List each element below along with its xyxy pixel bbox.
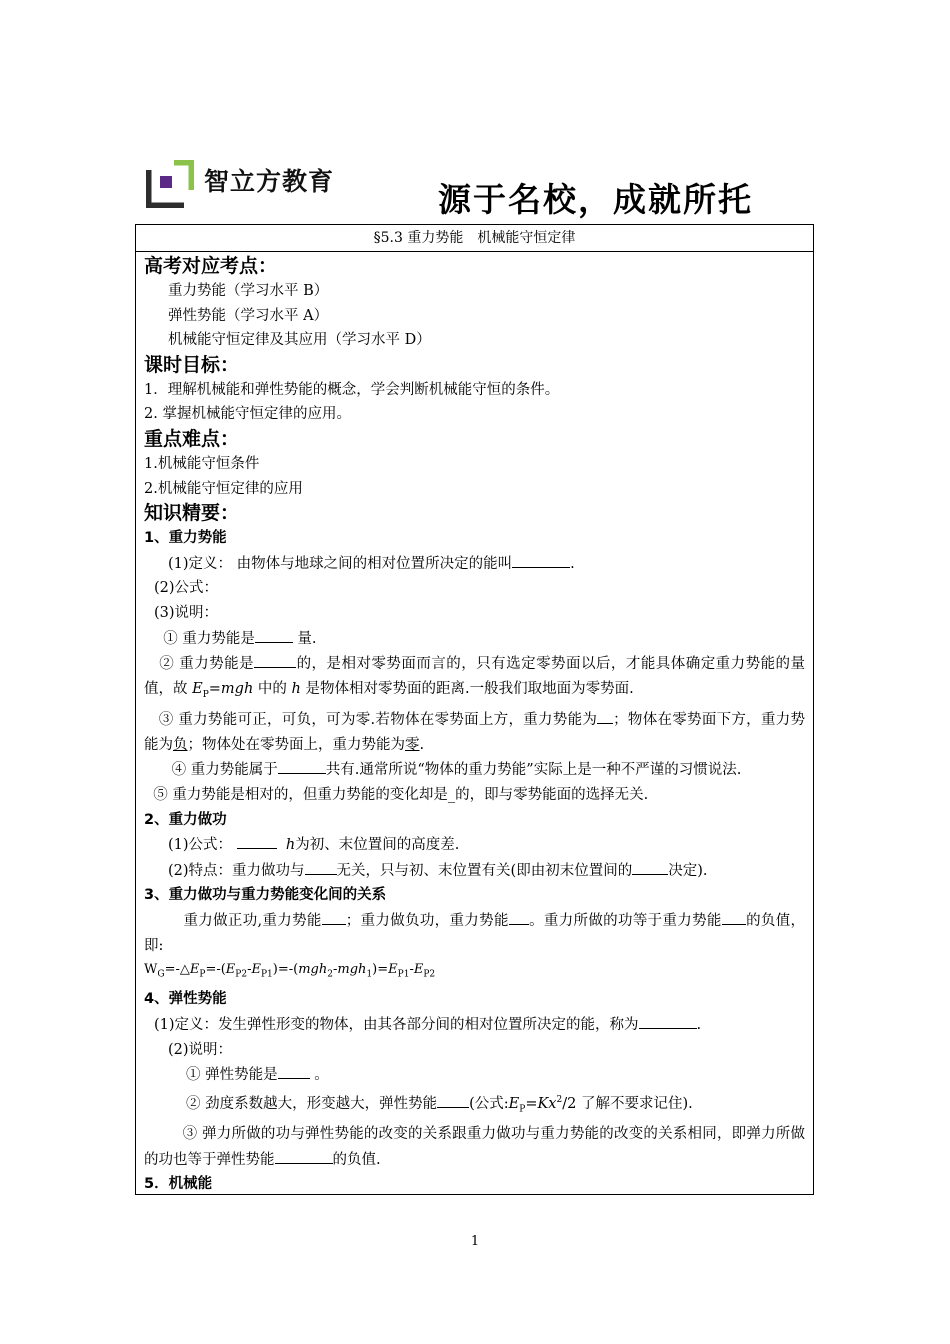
slogan: 源于名校，成就所托 [438,180,753,219]
logo-text: 智立方教育 [204,167,335,196]
mubiao-heading: 课时目标： [144,353,240,376]
mubiao-item: 2. 掌握机械能守恒定律的应用。 [144,406,351,423]
nandian-item: 1.机械能守恒条件 [144,455,260,472]
s2-formula: (1)公式： h为初、末位置间的高度差. [144,832,805,858]
lesson-content [136,252,813,1197]
section-4-title: 4、弹性势能 [144,991,227,1008]
s1-note-4: ④ 重力势能属于 共有.通常所说“物体的重力势能”实际上是一种不严谨的习惯说法. [144,757,805,783]
lesson-title: §5.3 重力势能 机械能守恒定律 [136,225,813,252]
s1-note-5: ⑤ 重力势能是相对的，但重力势能的变化却是_的，即与零势能面的选择无关. [153,786,649,803]
mubiao-item: 1．理解机械能和弹性势能的概念，学会判断机械能守恒的条件。 [144,381,560,398]
s3-relation: 重力做正功,重力势能 ；重力做负功，重力势能 。重力所做的功等于重力势能 的负值，即: [144,908,805,958]
section-2-title: 2、重力做功 [144,811,227,828]
s1-definition: (1)定义： 由物体与地球之间的相对位置所决定的能叫 . [144,551,805,577]
nandian-item: 2.机械能守恒定律的应用 [144,480,303,497]
s4-definition: (1)定义：发生弹性形变的物体，由其各部分间的相对位置所决定的能，称为 . [144,1012,805,1038]
s1-note-3: ③ 重力势能可正，可负，可为零.若物体在零势面上方，重力势能为 ；物体在零势面下方，重力势能为负；物体处在零势面上，重力势能为零. [144,707,805,757]
s1-explain: (3)说明： [154,604,219,621]
kaodian-item: 机械能守恒定律及其应用（学习水平 D） [168,332,431,349]
logo-bracket-icon [146,160,194,208]
brand-logo [146,160,346,210]
s4-note-1: ① 弹性势能是 。 [144,1062,805,1088]
s3-equation: $W_G=-\triangle E_P=-(E_{P2}-E_{P1})=-(mgh_2-mgh_1)=E_{P1}-E_{P2}$ [144,962,436,980]
lesson-frame [135,224,814,1195]
s1-formula: (2)公式： [154,580,219,597]
s4-note-3: ③ 弹力所做的功与弹性势能的改变的关系跟重力做功与重力势能的改变的关系相同，即弹力所做的功也等于弹性势能 的负值. [144,1126,806,1168]
s1-note-2: ② 重力势能是 的，是相对零势面而言的，只有选定零势面以后，才能具体确定重力势能的量值，故 $E_P=mgh$ 中的 h 是物体相对零势面的距离.一般我们取地面为零势面. [144,651,805,707]
section-5-title: 5．机械能 [144,1176,213,1193]
section-1-title: 1、重力势能 [144,530,227,547]
s4-explain: (2)说明： [168,1041,233,1058]
kaodian-heading: 高考对应考点： [144,255,278,277]
kaodian-item: 重力势能（学习水平 B） [168,283,329,299]
s2-feature: (2)特点：重力做功与 无关，只与初、末位置有关(即由初末位置间的 决定). [144,858,805,884]
nandian-heading: 重点难点： [144,427,240,450]
section-3-title: 3、重力做功与重力势能变化间的关系 [144,887,387,904]
s4-note-2: ② 劲度系数越大，形变越大，弹性势能 (公式$:E_P=Kx^2/2$ 了解不要求记住). [144,1088,805,1122]
page-number: 1 [470,1234,480,1249]
s1-note-1: ① 重力势能是 量. [144,626,805,652]
kaodian-item: 弹性势能（学习水平 A） [168,307,329,324]
jingyao-heading: 知识精要： [144,502,240,525]
